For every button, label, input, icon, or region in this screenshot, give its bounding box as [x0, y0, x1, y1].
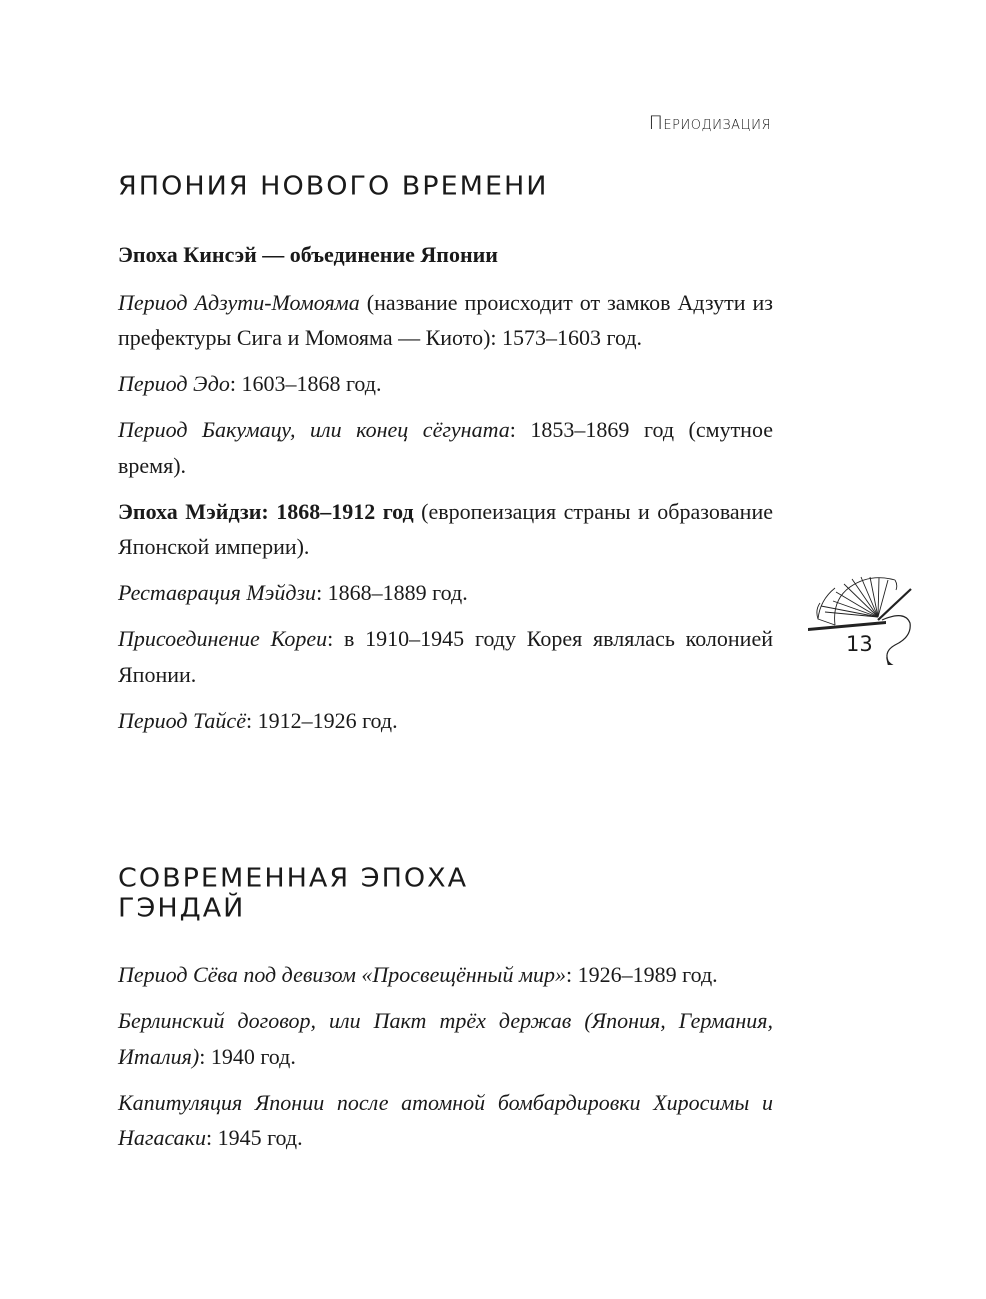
period-text: : 1603–1868 год.: [229, 371, 382, 396]
running-head: Периодизация: [648, 112, 771, 134]
paragraph-tripartite-pact: [118, 1003, 773, 1074]
period-name: Период Бакумацу, или конец сёгуната: [118, 417, 510, 442]
section-heading-contemporary-line2: ГЭНДАЙ: [118, 893, 246, 924]
period-name: Присоединение Кореи: [118, 626, 328, 651]
paragraph-surrender: [118, 1085, 773, 1156]
period-name: Берлинский договор, или Пакт трёх держав (Япония, Германия, Италия): [118, 1008, 773, 1069]
period-text: : в 1910–1945 году Корея являлась колонией Японии.: [118, 626, 773, 687]
period-text: : 1868–1889 год.: [316, 580, 468, 605]
paragraph-showa: [118, 957, 773, 993]
period-text: (название происходит от замков Адзути из префектуры Сига и Момояма — Киото): 1573–1603 год.: [118, 289, 773, 350]
period-name: Период Эдо: [118, 371, 230, 396]
paragraph-meiji-restoration: [118, 575, 773, 611]
period-text: : 1940 год.: [199, 1043, 296, 1069]
period-text: (европеизация страны и образование Японской империи).: [118, 498, 773, 559]
paragraph-edo: [118, 366, 773, 402]
section-heading-contemporary-line1: СОВРЕМЕННАЯ ЭПОХА: [118, 863, 469, 894]
paragraph-meiji-era: [118, 494, 773, 565]
era-name: Эпоха Мэйдзи: 1868–1912 год: [118, 498, 414, 524]
period-text: : 1926–1989 год.: [565, 962, 718, 987]
subheading-kinsei: Эпоха Кинсэй — объединение Японии: [118, 242, 498, 267]
paragraph-korea-annexation: [118, 621, 773, 692]
section-heading-modern-japan: ЯПОНИЯ НОВОГО ВРЕМЕНИ: [118, 171, 549, 202]
page-number: 13: [846, 632, 873, 656]
period-text: : 1853–1869 год (смутное время).: [118, 417, 773, 478]
period-name: Период Тайсё: [118, 707, 246, 733]
paragraph-azuchi-momoyama: [118, 285, 773, 356]
section2-body: [118, 957, 773, 1166]
paragraph-bakumatsu: [118, 412, 773, 483]
period-name: Период Адзути-Момояма: [118, 289, 360, 315]
paragraph-taisho: [118, 703, 773, 739]
period-name: Реставрация Мэйдзи: [118, 580, 317, 605]
period-text: : 1945 год.: [205, 1125, 303, 1150]
period-name: Период Сёва под девизом «Просвещённый мир»: [118, 962, 566, 987]
section1-body: [118, 237, 773, 749]
period-text: : 1912–1926 год.: [245, 707, 398, 733]
period-name: Капитуляция Японии после атомной бомбардировки Хиросимы и Нагасаки: [118, 1089, 773, 1150]
